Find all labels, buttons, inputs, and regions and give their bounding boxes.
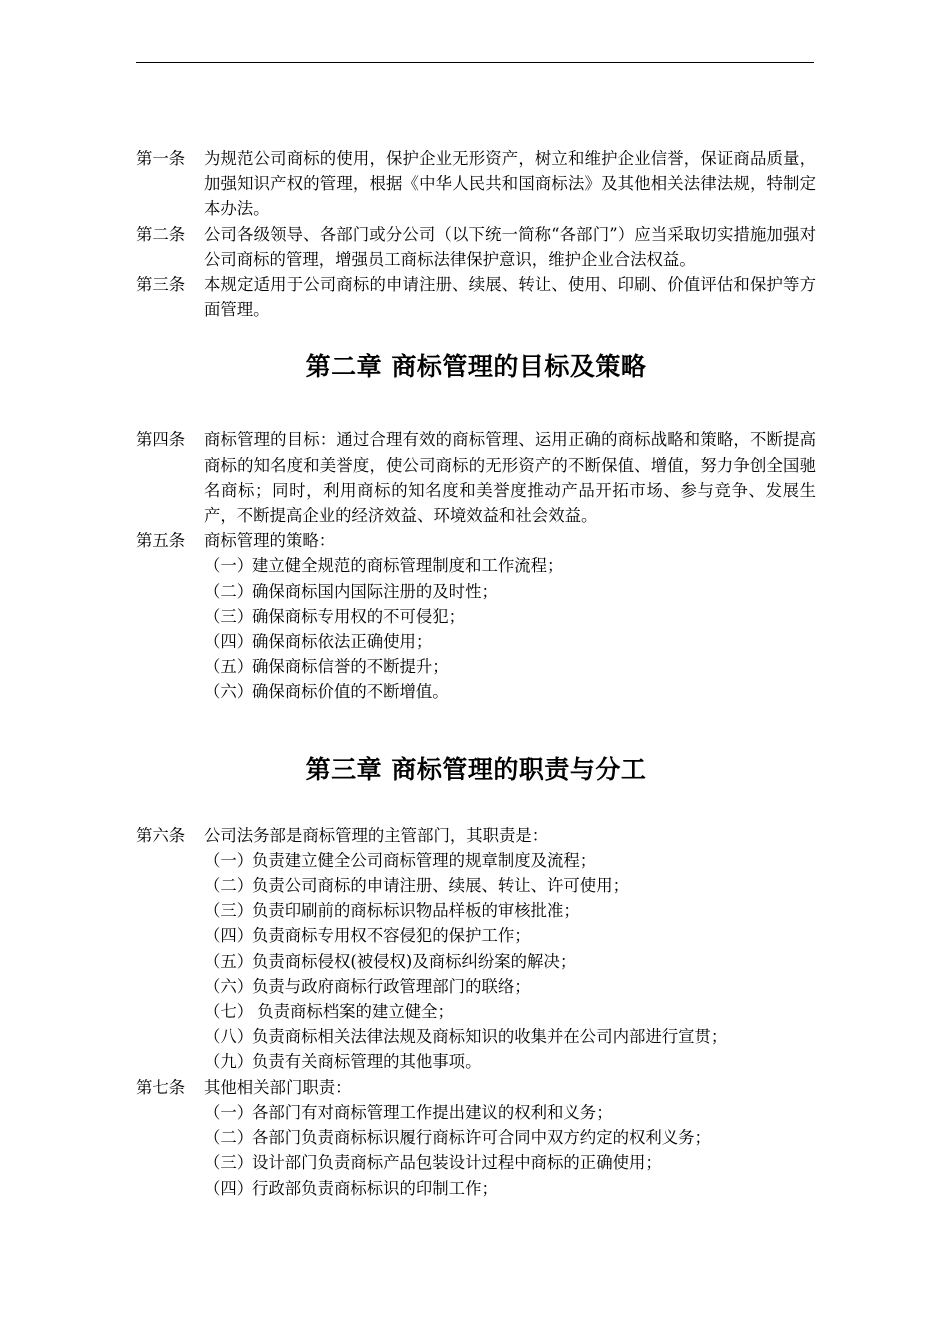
item-number: （四）	[204, 1178, 254, 1198]
item-number: （五）	[204, 951, 254, 971]
item-text: 负责商标相关法律法规及商标知识的收集并在公司内部进行宣贯；	[252, 1027, 728, 1047]
list-item	[136, 873, 816, 898]
article-3	[136, 272, 816, 322]
article-text: 公司各级领导、各部门或分公司（以下统一简称“各部门”）应当采取切实措施加强对公司商标的管理，增强员工商标法律保护意识，维护企业合法权益。	[204, 224, 816, 269]
item-number: （七）	[204, 1002, 254, 1022]
item-text: 建立健全规范的商标管理制度和工作流程；	[252, 556, 564, 576]
list-item	[136, 1100, 816, 1125]
article-text: 其他相关部门职责：	[204, 1077, 352, 1097]
document-body	[136, 146, 816, 1201]
item-number: （九）	[204, 1052, 254, 1072]
article-text: 商标管理的目标：通过合理有效的商标管理、运用正确的商标战略和策略，不断提高商标的知名度和美誉度，使公司商标的无形资产的不断保值、增值，努力争创全国驰名商标；同时，利用商标的知名度和美誉度推动产品开拓市场、参与竞争、发展生产，不断提高企业的经济效益、环境效益和社会效益。	[204, 430, 816, 526]
list-item	[136, 629, 816, 654]
item-number: （四）	[204, 926, 254, 946]
list-item	[136, 579, 816, 604]
item-text: 负责印刷前的商标标识物品样板的审核批准；	[252, 901, 580, 921]
article-6	[136, 823, 816, 848]
article-5	[136, 528, 816, 553]
item-text: 确保商标价值的不断增值。	[252, 682, 449, 702]
item-number: （二）	[204, 581, 254, 601]
item-number: （三）	[204, 1153, 254, 1173]
list-item	[136, 949, 816, 974]
list-item	[136, 1049, 816, 1074]
article-7	[136, 1075, 816, 1100]
article-label: 第七条	[136, 1077, 186, 1097]
article-text: 商标管理的策略：	[204, 531, 336, 551]
article-2	[136, 222, 816, 272]
article-label: 第二条	[136, 224, 186, 244]
item-number: （八）	[204, 1027, 254, 1047]
item-text: 各部门负责商标标识履行商标许可合同中双方约定的权利义务；	[252, 1128, 711, 1148]
item-text: 负责与政府商标行政管理部门的联络；	[252, 976, 531, 996]
list-item	[136, 1176, 816, 1201]
list-item	[136, 604, 816, 629]
item-text: 确保商标信誉的不断提升；	[252, 657, 449, 677]
list-item	[136, 848, 816, 873]
item-text: 负责公司商标的申请注册、续展、转让、许可使用；	[252, 876, 629, 896]
list-item	[136, 898, 816, 923]
item-text: 确保商标国内国际注册的及时性；	[252, 581, 498, 601]
item-number: （一）	[204, 1102, 254, 1122]
article-4	[136, 427, 816, 528]
item-text: 各部门有对商标管理工作提出建议的权利和义务；	[252, 1102, 613, 1122]
list-item	[136, 974, 816, 999]
item-text: 负责商标档案的建立健全；	[252, 1002, 454, 1022]
item-text: 负责商标侵权(被侵权)及商标纠纷案的解决；	[252, 951, 577, 971]
article-text: 本规定适用于公司商标的申请注册、续展、转让、使用、印刷、价值评估和保护等方面管理。	[204, 275, 816, 320]
item-number: （四）	[204, 632, 254, 652]
item-number: （六）	[204, 976, 254, 996]
list-item	[136, 923, 816, 948]
item-text: 确保商标依法正确使用；	[252, 632, 433, 652]
item-text: 负责商标专用权不容侵犯的保护工作；	[252, 926, 531, 946]
article-text: 为规范公司商标的使用，保护企业无形资产，树立和维护企业信誉，保证商品质量，加强知识产权的管理，根据《中华人民共和国商标法》及其他相关法律法规，特制定本办法。	[204, 149, 816, 219]
item-text: 确保商标专用权的不可侵犯；	[252, 606, 466, 626]
article-label: 第三条	[136, 275, 186, 295]
header-rule	[136, 62, 814, 63]
item-number: （三）	[204, 606, 254, 626]
article-label: 第六条	[136, 825, 186, 845]
article-1	[136, 146, 816, 222]
list-item	[136, 1150, 816, 1175]
article-label: 第一条	[136, 149, 186, 168]
article-label: 第五条	[136, 531, 186, 551]
item-text: 负责有关商标管理的其他事项。	[252, 1052, 482, 1072]
item-text: 行政部负责商标标识的印制工作；	[252, 1178, 498, 1198]
item-number: （一）	[204, 556, 254, 576]
item-number: （五）	[204, 657, 254, 677]
item-number: （一）	[204, 850, 254, 870]
list-item	[136, 999, 816, 1024]
item-number: （二）	[204, 1128, 254, 1148]
item-text: 负责建立健全公司商标管理的规章制度及流程；	[252, 850, 597, 870]
list-item	[136, 553, 816, 578]
chapter-3-title: 第三章 商标管理的职责与分工	[305, 754, 647, 784]
article-text: 公司法务部是商标管理的主管部门，其职责是：	[204, 825, 549, 845]
chapter-2-title: 第二章 商标管理的目标及策略	[305, 352, 647, 382]
article-label: 第四条	[136, 430, 186, 450]
item-number: （六）	[204, 682, 254, 702]
item-text: 设计部门负责商标产品包装设计过程中商标的正确使用；	[252, 1153, 662, 1173]
list-item	[136, 679, 816, 704]
list-item	[136, 1024, 816, 1049]
list-item	[136, 1125, 816, 1150]
list-item	[136, 654, 816, 679]
item-number: （二）	[204, 876, 254, 896]
item-number: （三）	[204, 901, 254, 921]
